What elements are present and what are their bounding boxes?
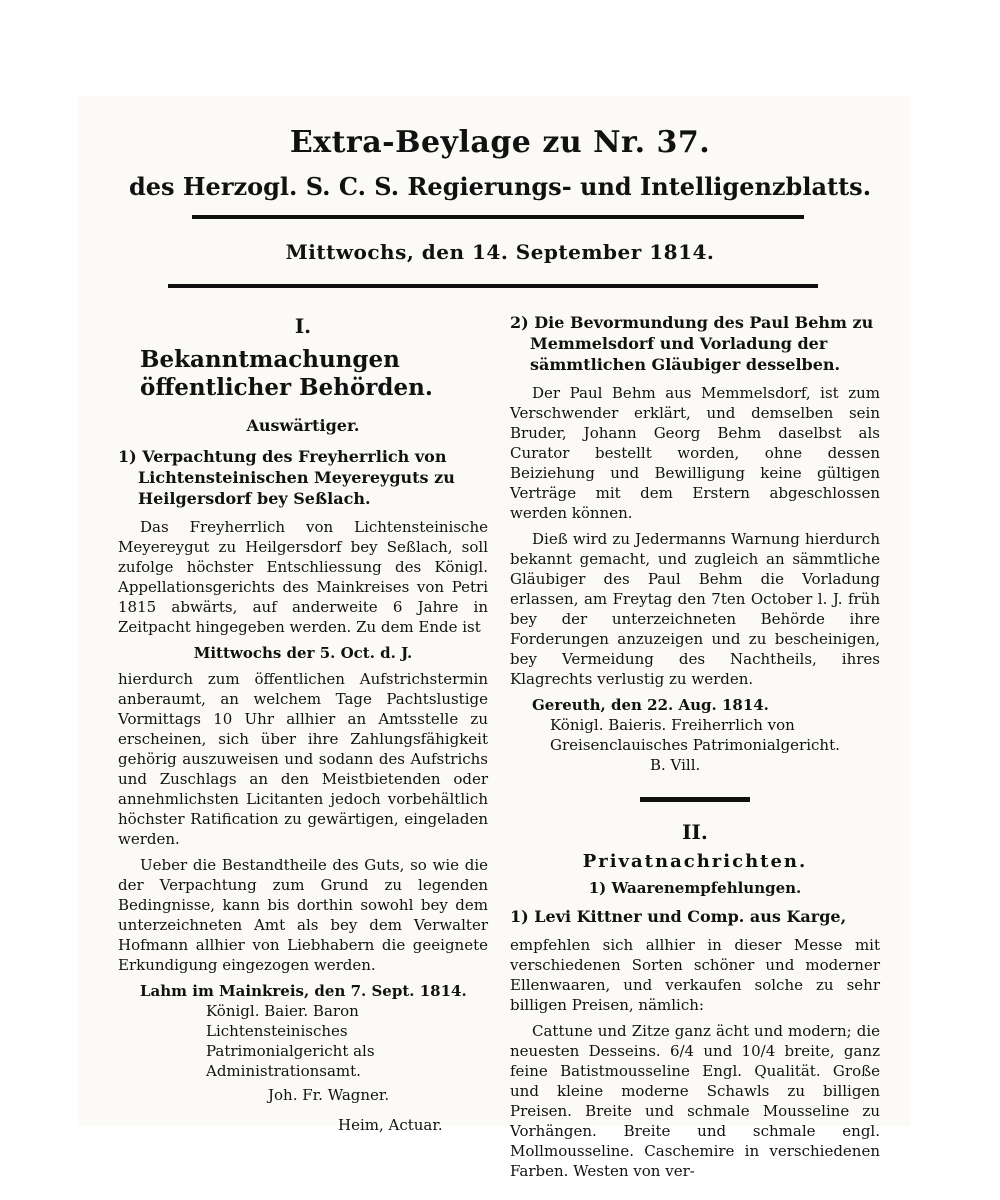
notice-paragraph: hierdurch zum öffentlichen Aufstrichstermin anberaumt, an welchem Tage Pachtslustige Vormittags 10 Uhr allhier an Amtsstelle zu erscheinen, sich über ihre Zahlungsfähigkeit gehörig auszuweisen und sodann des Aufstrichs und Zuschlags an den Meistbietenden oder annehmlichsten Licitanten jedoch vorbehältlich höchster Ratification zu gewärtigen, eingeladen werden. [118,670,488,848]
newspaper-subtitle: des Herzogl. S. C. S. Regierungs- und Intelligenzblatts. [128,172,872,201]
right-column [510,312,880,1187]
notice-date-line: Mittwochs der 5. Oct. d. J. [193,644,413,662]
advert-paragraph: Cattune und Zitze ganz ächt und modern; die neuesten Desseins. 6/4 und 10/4 breite, ganz feine Batistmousseline Engl. Qualität. Große und kleine moderne Schawls zu billigen Preisen. Breite und schmale Mousseline zu Vorhängen. Breite und schmale engl. Mollmousseline. Caschemire in verschiedenen Farben. Westen von ver- [510,1022,880,1180]
advert-paragraph: empfehlen sich allhier in dieser Messe mit verschiedenen Sorten schöner und moderner Ellenwaaren, und verkaufen solche zu sehr billigen Preisen, nämlich: [510,936,880,1014]
section-subheading: Auswärtiger. [246,416,360,435]
notice-actuar: Heim, Actuar. [338,1116,443,1134]
section-divider [640,797,750,802]
header-rule-bottom [168,284,818,288]
notice-place-date: Lahm im Mainkreis, den 7. Sept. 1814. [140,982,467,1000]
notice-place-date: Gereuth, den 22. Aug. 1814. [532,696,769,714]
header-rule-top [192,215,804,219]
section-heading: Bekanntmachungen öffentlicher Behörden. [140,346,433,401]
section-heading: Privatnachrichten. [582,851,808,872]
notice-title: 2) Die Bevormundung des Paul Behm zu Memmelsdorf und Vorladung der sämmtlichen Gläubiger desselben. [510,313,874,374]
notice-paragraph: Das Freyherrlich von Lichtensteinische Meyereygut zu Heilgersdorf bey Seßlach, soll zufolge höchster Entschliessung des Königl. Appellationsgerichts des Mainkreises von Petri 1815 abwärts, auf anderweite 6 Jahre in Zeitpacht hingegeben werden. Zu dem Ende ist [118,518,488,636]
section-subheading: 1) Waarenempfehlungen. [588,879,802,897]
issue-date: Mittwochs, den 14. September 1814. [285,240,715,264]
newspaper-title: Extra-Beylage zu Nr. 37. [289,125,711,160]
section-number: II. [682,820,708,844]
section-number: I. [294,314,312,338]
notice-signature: Königl. Baieris. Freiherrlich von Greisenclauisches Patrimonialgericht. [550,716,840,754]
notice-paragraph: Dieß wird zu Jedermanns Warnung hierdurch bekannt gemacht, und zugleich an sämmtliche Gläubiger des Paul Behm die Vorladung erlassen, am Freytag den 7ten October l. J. früh bey der unterzeichneten Behörde ihre Forderungen anzuzeigen und zu bescheinigen, bey Vermeidung des Nachtheils, ihres Klagrechts verlustig zu werden. [510,530,880,688]
notice-paragraph: Ueber die Bestandtheile des Guts, so wie die der Verpachtung zum Grund zu legenden Bedingnisse, kann bis dorthin sowohl bey dem unterzeichneten Amt als bey dem Verwalter Hofmann allhier von Liebhabern die geeignete Erkundigung eingezogen werden. [118,856,488,974]
notice-signature: Königl. Baier. Baron Lichtensteinisches Patrimonialgericht als Administrationsamt. [206,1002,375,1080]
notice-signer: Joh. Fr. Wagner. [268,1086,390,1104]
notice-title: 1) Verpachtung des Freyherrlich von Lichtensteinischen Meyereyguts zu Heilgersdorf bey Seßlach. [118,447,455,508]
notice-signer: B. Vill. [650,756,701,774]
advert-title: 1) Levi Kittner und Comp. aus Karge, [510,907,847,926]
left-column [118,312,488,1135]
notice-paragraph: Der Paul Behm aus Memmelsdorf, ist zum Verschwender erklärt, und demselben sein Bruder, Johann Georg Behm daselbst als Curator bestellt worden, ohne dessen Beiziehung und Bewilligung keine gültigen Verträge mit dem Erstern abgeschlossen werden können. [510,384,880,522]
